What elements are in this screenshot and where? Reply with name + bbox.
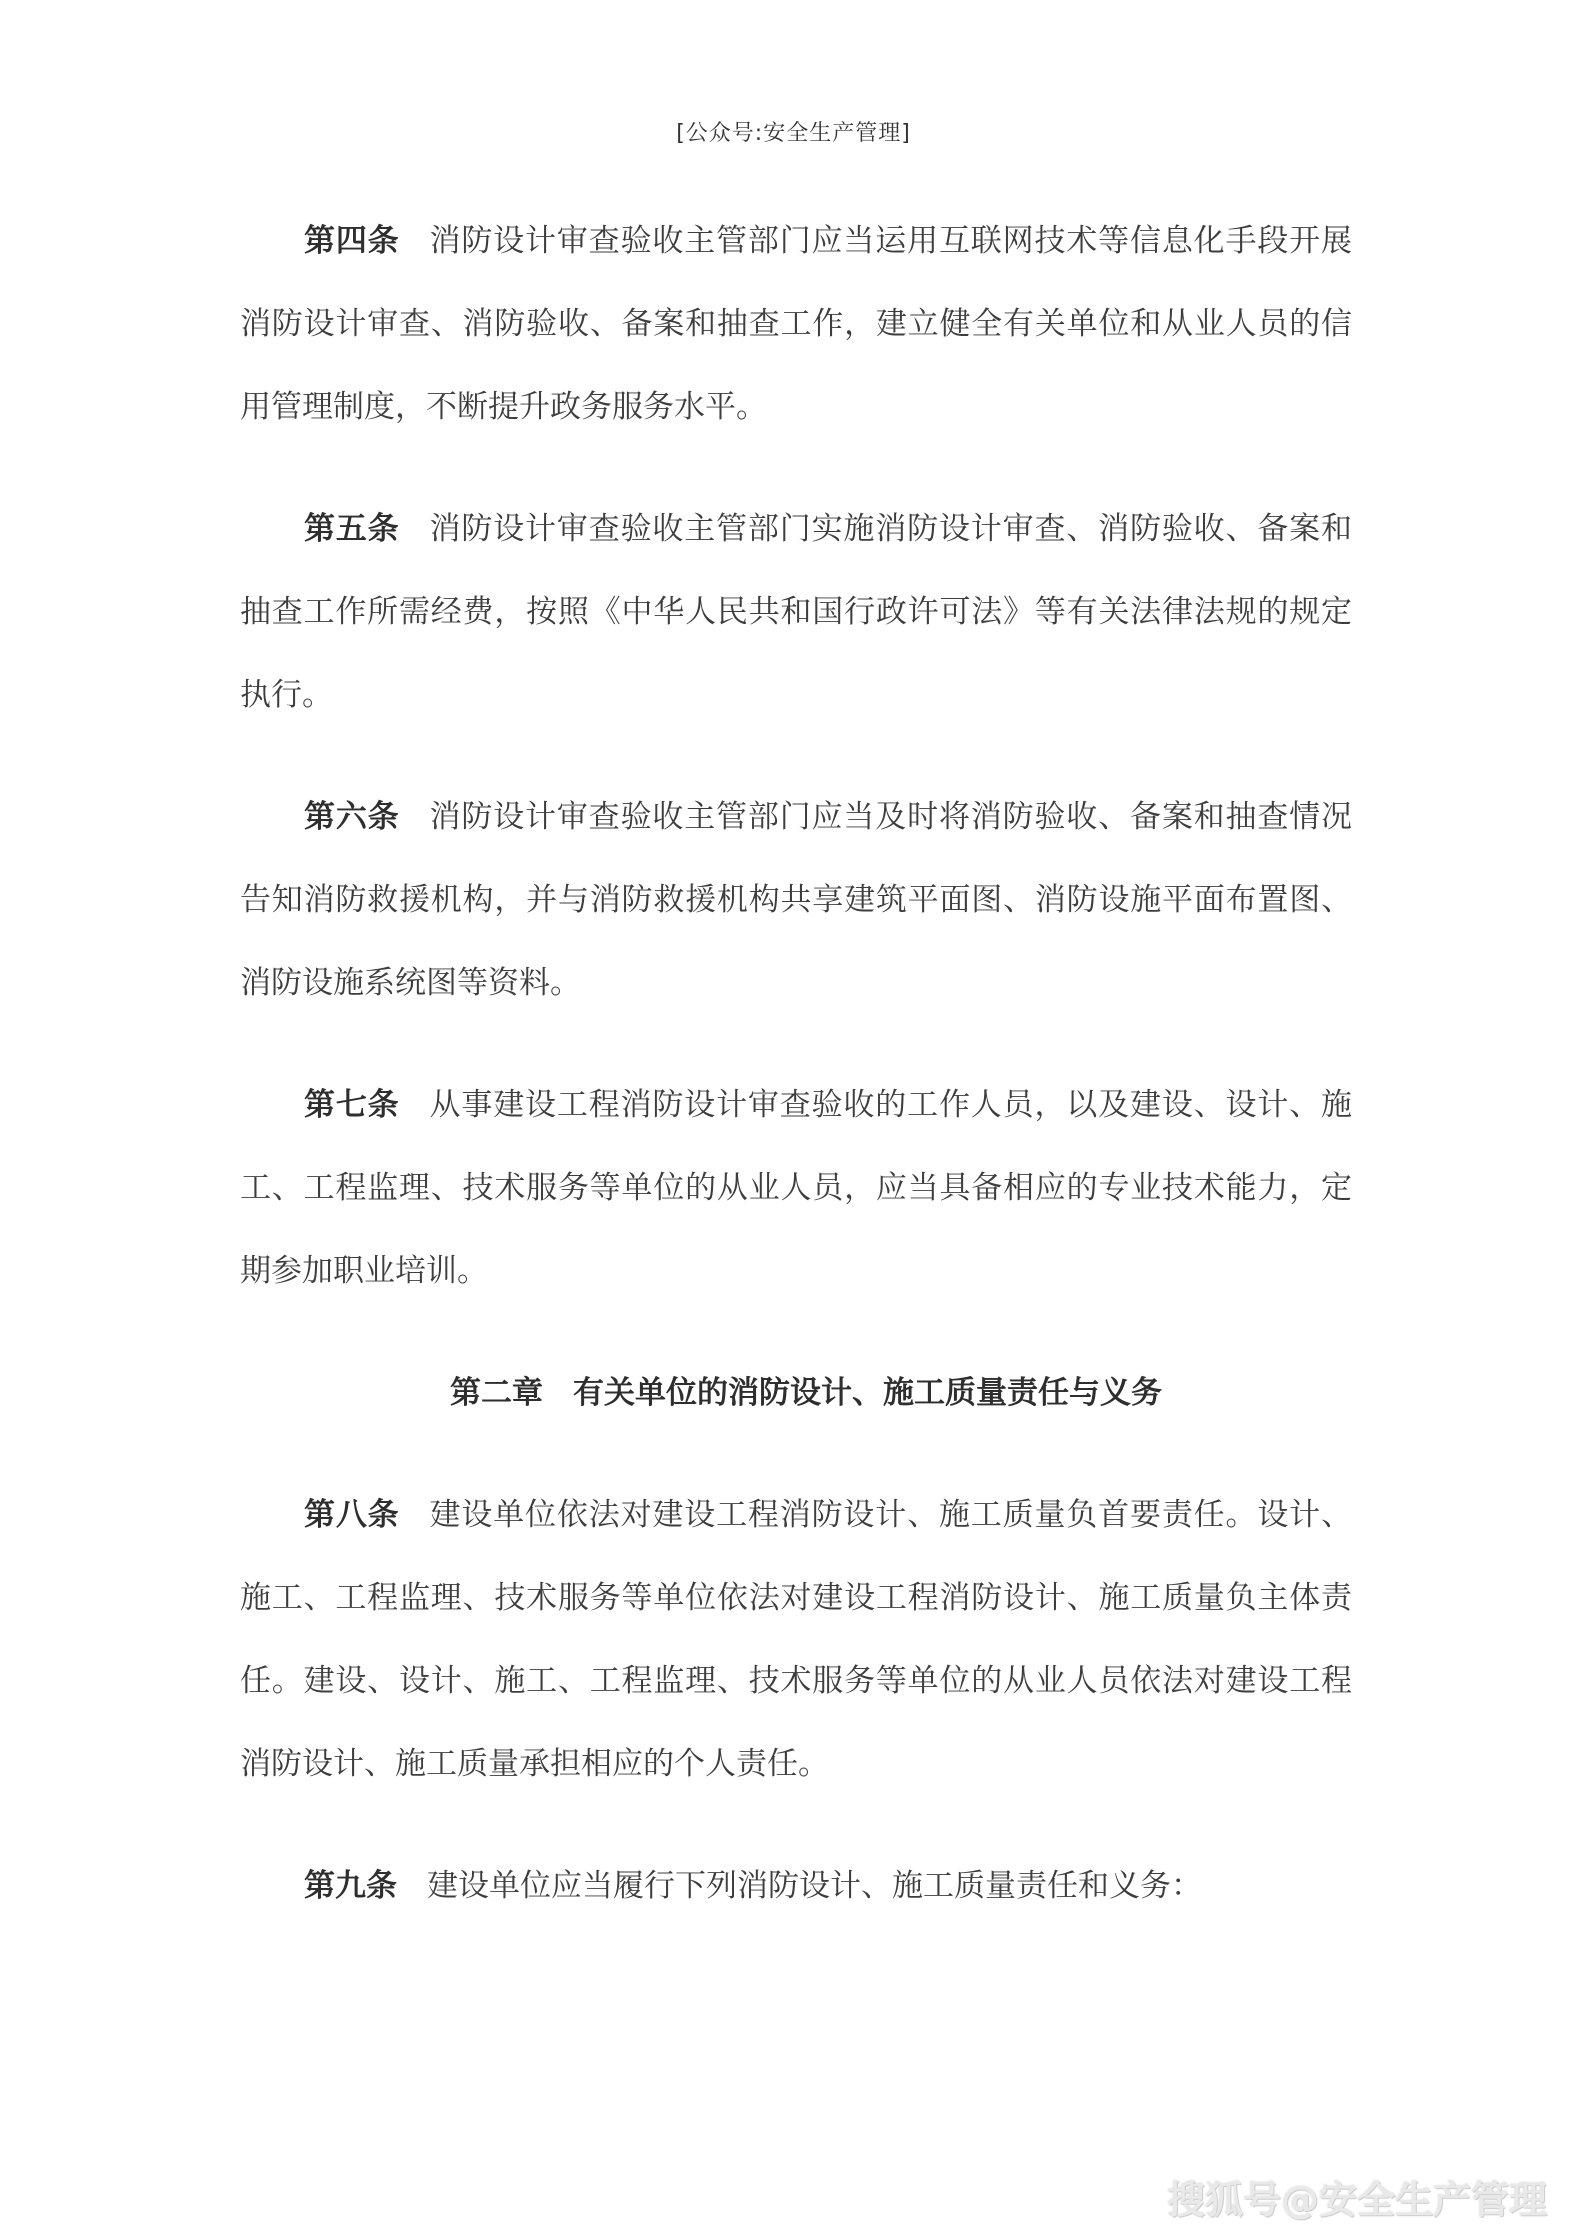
article-text: 建设单位应当履行下列消防设计、施工质量责任和义务： [427, 1868, 1202, 1904]
article-8 [240, 1474, 1352, 1806]
article-number: 第四条 [304, 223, 400, 259]
article-text: 消防设计审查验收主管部门应当运用互联网技术等信息化手段开展消防设计审查、消防验收、备案和抽查工作，建立健全有关单位和从业人员的信用管理制度，不断提升政务服务水平。 [240, 223, 1353, 425]
article-text: 建设单位依法对建设工程消防设计、施工质量负首要责任。设计、施工、工程监理、技术服务等单位依法对建设工程消防设计、施工质量负主体责任。建设、设计、施工、工程监理、技术服务等单位的从业人员依法对建设工程消防设计、施工质量承担相应的个人责任。 [240, 1497, 1353, 1782]
document-body [240, 200, 1352, 1967]
article-text: 消防设计审查验收主管部门实施消防设计审查、消防验收、备案和抽查工作所需经费，按照《中华人民共和国行政许可法》等有关法律法规的规定执行。 [240, 511, 1353, 713]
article-number: 第七条 [304, 1087, 400, 1123]
page-header-source: [公众号:安全生产管理] [676, 121, 911, 146]
article-5 [240, 488, 1352, 737]
article-6 [240, 776, 1352, 1025]
watermark-text: 搜狐号@安全生产管理 [1166, 2178, 1547, 2222]
article-4 [240, 200, 1352, 449]
article-number: 第五条 [304, 511, 400, 547]
chapter-number: 第二章 [450, 1375, 543, 1411]
chapter-heading [240, 1352, 1352, 1435]
article-7 [240, 1064, 1352, 1313]
article-number: 第八条 [304, 1497, 400, 1533]
article-text: 消防设计审查验收主管部门应当及时将消防验收、备案和抽查情况告知消防救援机构，并与消防救援机构共享建筑平面图、消防设施平面布置图、消防设施系统图等资料。 [240, 799, 1353, 1001]
article-9 [240, 1845, 1352, 1928]
article-number: 第六条 [304, 799, 400, 835]
chapter-title: 有关单位的消防设计、施工质量责任与义务 [573, 1375, 1162, 1411]
article-number: 第九条 [304, 1868, 397, 1904]
article-text: 从事建设工程消防设计审查验收的工作人员，以及建设、设计、施工、工程监理、技术服务等单位的从业人员，应当具备相应的专业技术能力，定期参加职业培训。 [240, 1087, 1353, 1289]
